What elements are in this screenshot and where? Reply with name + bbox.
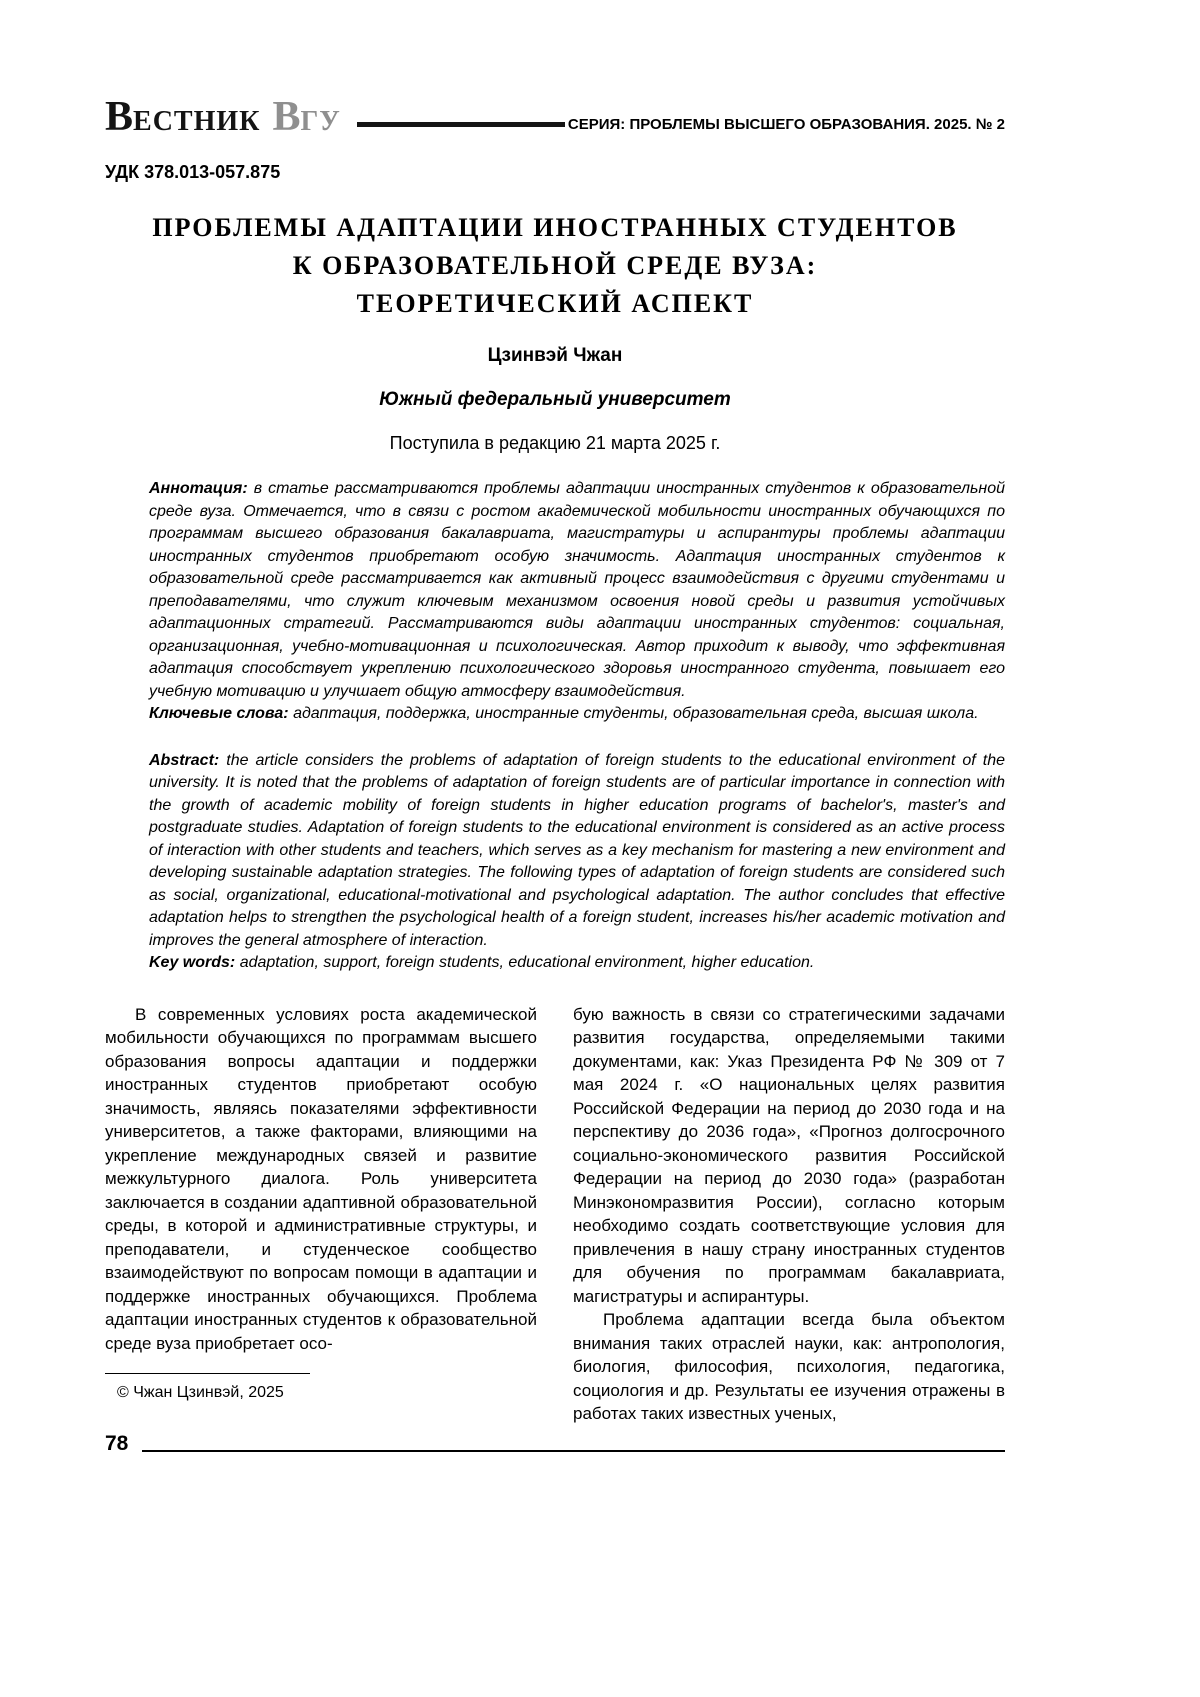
logo-word-vestnik: ВЕСТНИК	[105, 94, 261, 140]
author-affiliation: Южный федеральный университет	[379, 389, 731, 410]
body-columns	[105, 1003, 1005, 1426]
keywords-paragraph	[149, 703, 1005, 726]
body-paragraph-right-2: Проблема адаптации всегда была объектом внимания таких отраслей науки, как: антропология, биология, философия, психология, педагогика, социология и др. Результаты ее изучения отражены в работах таких известных ученых,	[573, 1310, 1005, 1423]
copyright-footnote	[105, 1373, 537, 1405]
abstract-label: Abstract:	[149, 751, 220, 769]
keywords-en-text: adaptation, support, foreign students, educational environment, higher education.	[239, 954, 815, 971]
annotation-paragraph	[149, 478, 1005, 703]
header-divider-rule	[357, 122, 565, 127]
received-date: Поступила в редакцию 21 марта 2025 г.	[389, 433, 721, 453]
page-number: 78	[105, 1432, 129, 1455]
article-title-line-2: К ОБРАЗОВАТЕЛЬНОЙ СРЕДЕ ВУЗА:	[292, 251, 818, 280]
article-title-line-3: ТЕОРЕТИЧЕСКИЙ АСПЕКТ	[356, 289, 754, 318]
annotation-label: Аннотация:	[149, 480, 248, 497]
keywords-en-paragraph	[149, 952, 1005, 975]
author-name: Цзинвэй Чжан	[487, 345, 623, 366]
journal-header	[105, 96, 1005, 138]
body-paragraph-left: В современных условиях роста академической мобильности обучающихся по программам высшего образования вопросы адаптации и поддержки иностранных студентов приобретают особую значимость, являясь показателями эффективности университетов, а также факторами, влияющими на укрепление международных связей и развитие межкультурного диалога. Роль университета заключается в создании адаптивной образовательной среды, в которой и административные структуры, и преподаватели, и студенческое сообщество взаимодействуют по вопросам помощи в адаптации и поддержке иностранных обучающихся. Проблема адаптации иностранных студентов к образовательной среде вуза приобретает осо-	[105, 1004, 537, 1353]
abstract-block	[149, 750, 1005, 975]
abstract-text: the article considers the problems of adaptation of foreign students to the educational environment of the university. It is noted that the problems of adaptation of foreign students are of particular importance in connection with the growth of academic mobility of foreign students in higher education programs of bachelor's, master's and postgraduate studies. Adaptation of foreign students to the educational environment is considered as an active process of interaction with other students and teachers, which serves as a key mechanism for mastering a new environment and developing sustainable adaptation strategies. The following types of adaptation of foreign students are considered such as social, organizational, educational-motivational and psychological adaptation. The author concludes that effective adaptation helps to strengthen the psychological health of a foreign student, increases his/her academic motivation and improves the general atmosphere of interaction.	[149, 751, 1005, 949]
article-title-line-1: ПРОБЛЕМЫ АДАПТАЦИИ ИНОСТРАННЫХ СТУДЕНТОВ	[152, 213, 958, 242]
annotation-block	[149, 478, 1005, 726]
left-column	[105, 1003, 537, 1426]
body-paragraph-right-1: бую важность в связи со стратегическими задачами развития государства, определяемыми такими документами, как: Указ Президента РФ № 309 от 7 мая 2024 г. «О национальных целях развития Российской Федерации на период до 2030 года и на перспективу до 2036 года», «Прогноз долгосрочного социально-экономического развития Российской Федерации на период до 2030 года» (разработан Минэкономразвития России), согласно которым необходимо создать соответствующие условия для привлечения в нашу страну иностранных студентов для обучения по программам бакалавриата, магистратуры и аспирантуры.	[573, 1004, 1005, 1306]
keywords-text: адаптация, поддержка, иностранные студенты, образовательная среда, высшая школа.	[293, 705, 979, 722]
page-content	[105, 0, 1005, 1426]
copyright-text: © Чжан Цзинвэй, 2025	[117, 1384, 284, 1401]
keywords-en-label: Key words:	[149, 954, 236, 971]
keywords-label: Ключевые слова:	[149, 705, 289, 722]
series-title: СЕРИЯ: ПРОБЛЕМЫ ВЫСШЕГО ОБРАЗОВАНИЯ. 2025. № 2	[567, 115, 1005, 133]
logo-word-vgu: ВГУ	[272, 94, 341, 140]
footer-rule	[142, 1450, 1005, 1452]
right-column	[573, 1003, 1005, 1426]
footnote-rule	[105, 1373, 310, 1374]
journal-logo	[105, 96, 341, 138]
annotation-text: в статье рассматриваются проблемы адаптации иностранных студентов к образовательной среде вуза. Отмечается, что в связи с ростом академической мобильности иностранных обучающихся по программам высшего образования бакалавриата, магистратуры и аспирантуры проблемы адаптации иностранных студентов приобретают особую значимость. Адаптация иностранных студентов к образовательной среде рассматривается как активный процесс взаимодействия с другими студентами и преподавателями, что служит ключевым механизмом освоения новой среды и развития устойчивых адаптационных стратегий. Рассматриваются виды адаптации иностранных студентов: социальная, организационная, учебно-мотивационная и психологическая. Автор приходит к выводу, что эффективная адаптация способствует укреплению психологического здоровья иностранного студента, повышает его учебную мотивацию и улучшает общую атмосферу взаимодействия.	[149, 480, 1005, 700]
page-footer	[105, 1432, 1005, 1456]
abstract-paragraph	[149, 750, 1005, 953]
article-title	[105, 209, 1005, 323]
udk-code: УДК 378.013-057.875	[105, 162, 281, 182]
